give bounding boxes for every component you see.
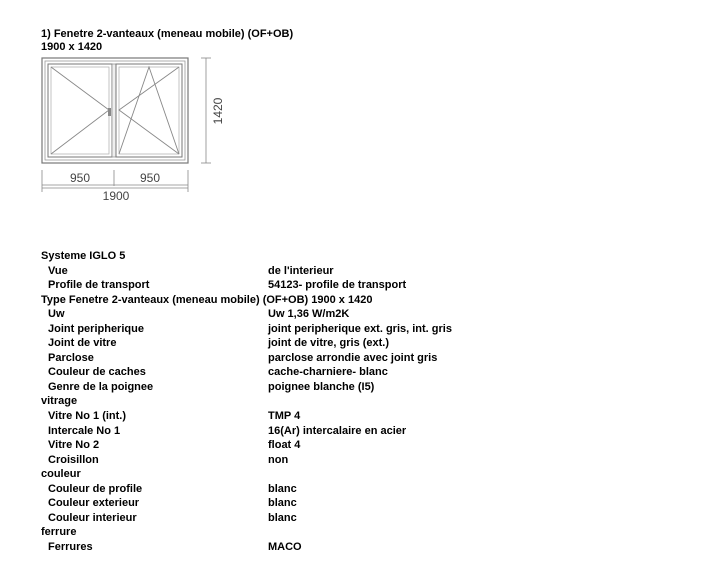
dim-height: 1420 xyxy=(211,97,225,125)
spec-label: Couleur exterieur xyxy=(48,497,140,510)
spec-label: Joint peripherique xyxy=(48,322,144,335)
spec-value: TMP 4 xyxy=(268,410,301,423)
spec-row xyxy=(41,278,701,293)
spec-value: joint de vitre, gris (ext.) xyxy=(268,337,390,350)
spec-value: 54123- profile de transport xyxy=(268,279,407,292)
dim-right-width: 950 xyxy=(139,171,161,185)
spec-row xyxy=(41,525,701,540)
spec-row xyxy=(41,511,701,526)
spec-label: ferrure xyxy=(41,526,77,539)
spec-label: Intercale No 1 xyxy=(48,424,121,437)
spec-row xyxy=(41,307,701,322)
spec-value: MACO xyxy=(268,540,302,553)
spec-row xyxy=(41,409,701,424)
spec-label: Ferrures xyxy=(48,540,93,553)
spec-label: Uw xyxy=(48,308,65,321)
spec-label: Type Fenetre 2-vanteaux (meneau mobile) (OF+OB) 1900 x 1420 xyxy=(41,293,373,306)
dim-total-width: 1900 xyxy=(102,189,130,203)
spec-row xyxy=(41,365,701,380)
spec-row xyxy=(41,424,701,439)
spec-value: non xyxy=(268,453,289,466)
spec-label: Profile de transport xyxy=(48,279,150,292)
spec-label: Joint de vitre xyxy=(48,337,117,350)
window-drawing xyxy=(36,54,236,244)
spec-row xyxy=(41,394,701,409)
specification-list xyxy=(41,249,701,554)
spec-value: cache-charniere- blanc xyxy=(268,366,388,379)
spec-label: Couleur interieur xyxy=(48,511,137,524)
spec-row xyxy=(41,438,701,453)
spec-row xyxy=(41,453,701,468)
spec-value: Uw 1,36 W/m2K xyxy=(268,308,350,321)
spec-row xyxy=(41,351,701,366)
spec-label: Vitre No 2 xyxy=(48,439,100,452)
spec-label: Couleur de profile xyxy=(48,482,143,495)
mullion xyxy=(112,64,116,157)
spec-label: couleur xyxy=(41,468,81,481)
spec-row xyxy=(41,264,701,279)
spec-value: joint peripherique ext. gris, int. gris xyxy=(268,322,452,335)
spec-value: blanc xyxy=(268,497,297,510)
spec-row xyxy=(41,496,701,511)
handle-icon xyxy=(108,108,111,116)
spec-value: blanc xyxy=(268,482,297,495)
spec-row xyxy=(41,482,701,497)
spec-value: parclose arrondie avec joint gris xyxy=(268,351,438,364)
spec-row xyxy=(41,322,701,337)
spec-label: Genre de la poignee xyxy=(48,380,154,393)
spec-row xyxy=(41,540,701,555)
spec-label: Parclose xyxy=(48,351,94,364)
spec-label: Vitre No 1 (int.) xyxy=(48,410,127,423)
spec-row xyxy=(41,467,701,482)
spec-value: blanc xyxy=(268,511,297,524)
spec-value: 16(Ar) intercalaire en acier xyxy=(268,424,407,437)
spec-value: float 4 xyxy=(268,439,301,452)
spec-row xyxy=(41,293,701,308)
spec-row xyxy=(41,249,701,264)
dim-left-width: 950 xyxy=(69,171,91,185)
spec-row xyxy=(41,380,701,395)
document-title: 1) Fenetre 2-vanteaux (meneau mobile) (OF+OB) xyxy=(41,28,294,40)
spec-label: Croisillon xyxy=(48,453,99,466)
spec-row xyxy=(41,336,701,351)
spec-value: poignee blanche (I5) xyxy=(268,380,375,393)
spec-label: Systeme IGLO 5 xyxy=(41,250,126,262)
spec-label: vitrage xyxy=(41,395,78,408)
spec-value: de l'interieur xyxy=(268,264,334,277)
window-size: 1900 x 1420 xyxy=(41,41,103,53)
spec-label: Couleur de caches xyxy=(48,366,146,379)
spec-label: Vue xyxy=(48,264,68,277)
